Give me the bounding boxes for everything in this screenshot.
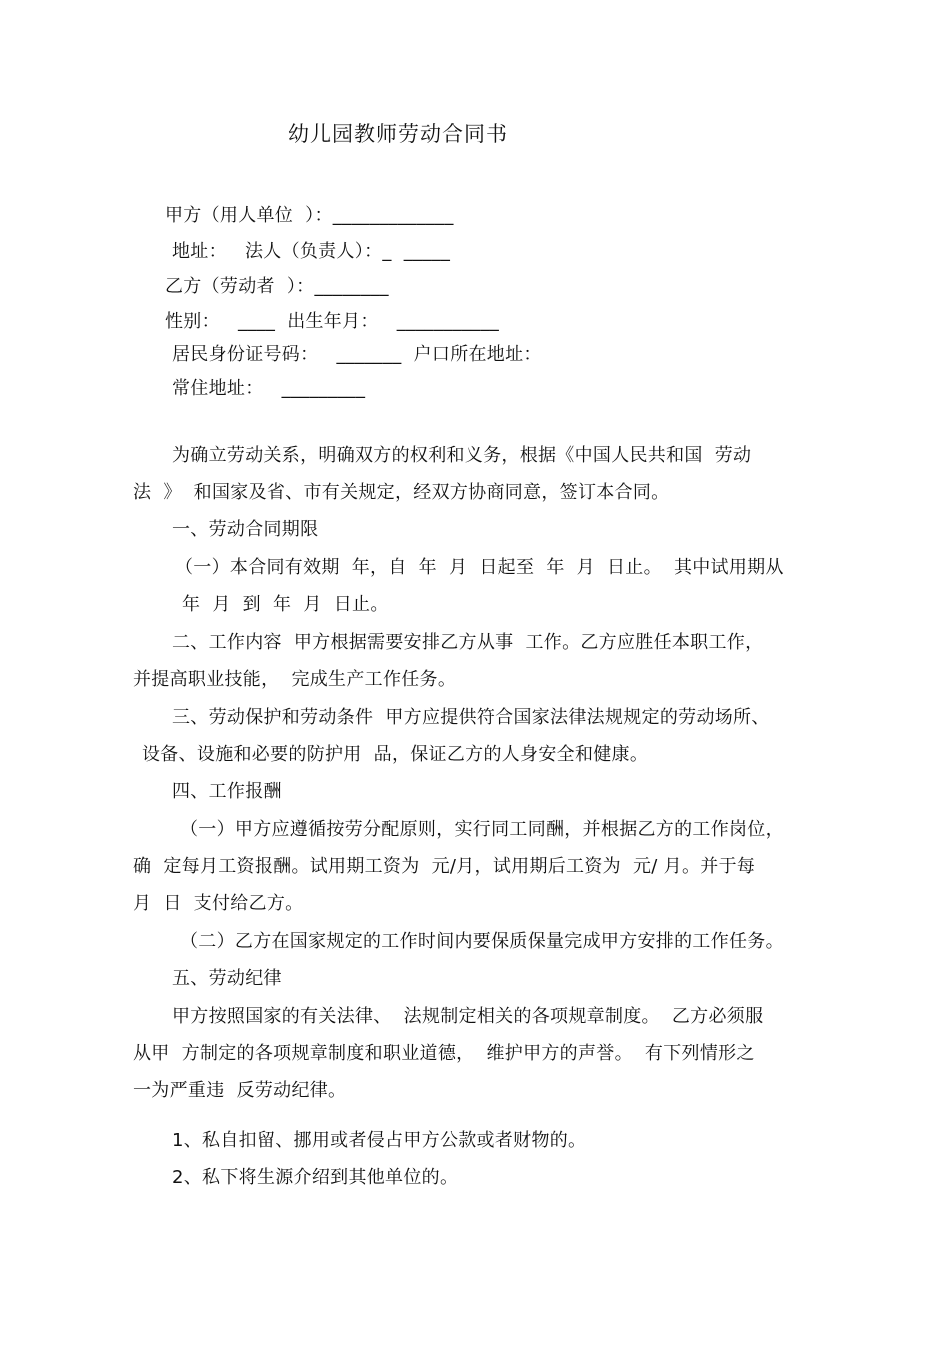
residence-field: 常住地址： _________ — [172, 378, 366, 399]
id-register-field: 居民身份证号码： _______ 户口所在地址： — [172, 344, 542, 365]
section-5-heading: 五、劳动纪律 — [172, 968, 282, 989]
list-item-2: 2、私下将生源介绍到其他单位的。 — [172, 1167, 459, 1188]
intro-line-1: 为确立劳动关系，明确双方的权利和义务，根据《中国人民共和国 劳动 — [172, 445, 752, 466]
intro-line-2: 法 》 和国家及省、市有关规定，经双方协商同意，签订本合同。 — [133, 482, 670, 503]
section-2-line-2: 并提高职业技能， 完成生产工作任务。 — [133, 669, 457, 690]
section-5-para-line-1: 甲方按照国家的有关法律、 法规制定相关的各项规章制度。 乙方必须服 — [172, 1006, 764, 1027]
section-1-para-line-1: （一）本合同有效期 年，自 年 月 日起至 年 月 日止。 其中试用期从 — [175, 557, 784, 578]
section-3-line-2: 设备、设施和必要的防护用 品，保证乙方的人身安全和健康。 — [142, 744, 649, 765]
gender-birth-field: 性别： ____ 出生年月： ___________ — [165, 311, 500, 332]
section-3-line-1: 三、劳动保护和劳动条件 甲方应提供符合国家法律法规规定的劳动场所、 — [172, 707, 770, 728]
section-1-heading: 一、劳动合同期限 — [172, 519, 319, 540]
section-5-para-line-3: 一为严重违 反劳动纪律。 — [133, 1080, 347, 1101]
address-field: 地址： 法人（负责人）：_ _____ — [172, 241, 451, 262]
party-b-field: 乙方（劳动者 ）：________ — [165, 276, 389, 297]
party-a-field: 甲方（用人单位 ）：_____________ — [165, 205, 454, 226]
section-1-para-line-2: 年 月 到 年 月 日止。 — [182, 594, 389, 615]
section-4-para-1-line-1: （一）甲方应遵循按劳分配原则，实行同工同酬，并根据乙方的工作岗位， — [180, 819, 784, 840]
section-2-line-1: 二、工作内容 甲方根据需要安排乙方从事 工作。乙方应胜任本职工作， — [172, 632, 764, 653]
section-4-heading: 四、工作报酬 — [172, 781, 282, 802]
section-4-para-2: （二）乙方在国家规定的工作时间内要保质保量完成甲方安排的工作任务。 — [180, 931, 784, 952]
page-title: 幼儿园教师劳动合同书 — [288, 122, 508, 146]
section-4-para-1-line-2: 确 定每月工资报酬。试用期工资为 元/月，试用期后工资为 元/ 月。并于每 — [133, 856, 756, 877]
section-5-para-line-2: 从甲 方制定的各项规章制度和职业道德， 维护甲方的声誉。 有下列情形之 — [133, 1043, 755, 1064]
section-4-para-1-line-3: 月 日 支付给乙方。 — [133, 893, 304, 914]
list-item-1: 1、私自扣留、挪用或者侵占甲方公款或者财物的。 — [172, 1130, 587, 1151]
